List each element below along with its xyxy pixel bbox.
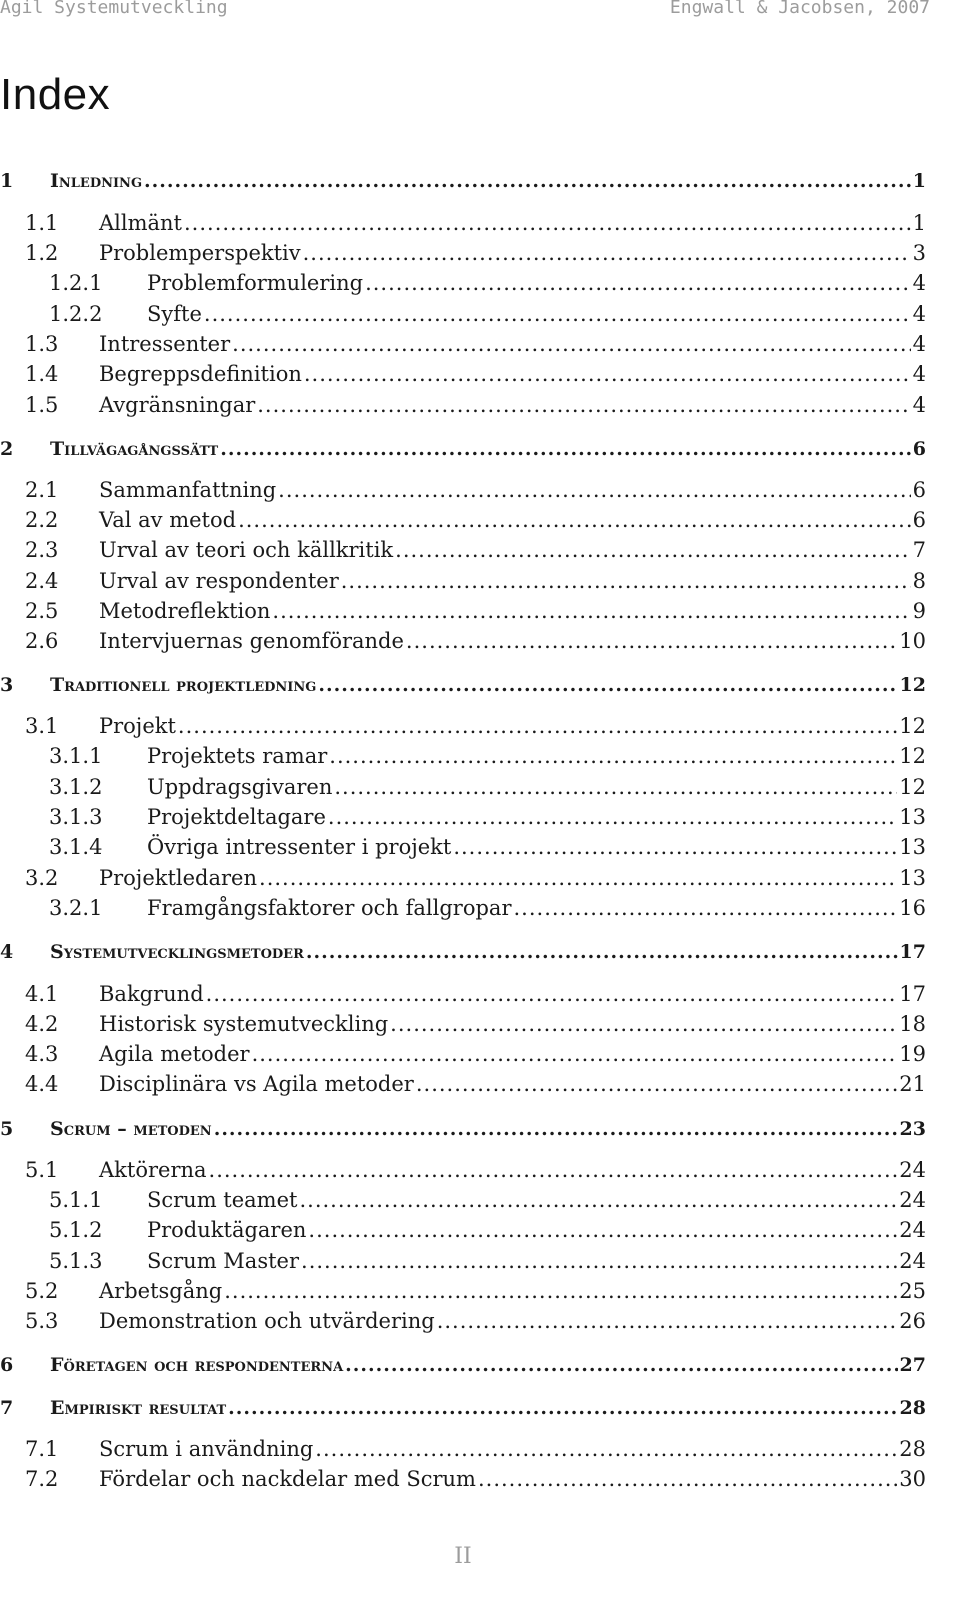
toc-entry-number: 3.1.1 [49,744,103,768]
toc-dot-leader [478,1467,897,1491]
toc-entry-title: Inledning [50,170,143,192]
toc-dot-leader [453,835,897,859]
toc-dot-leader [238,508,911,532]
toc-entry-page: 6 [912,478,926,502]
toc-entry-page: 24 [899,1158,926,1182]
toc-dot-leader [365,271,911,295]
toc-dot-leader [184,211,911,235]
toc-section-entry[interactable] [25,1431,926,1461]
toc-dot-leader [257,393,910,417]
toc-dot-leader [306,941,898,963]
toc-dot-leader [301,1249,897,1273]
toc-entry-title: Bakgrund [99,982,204,1006]
toc-entry-title: Sammanfattning [99,478,277,502]
toc-entry-title: Problemformulering [147,271,364,295]
toc-entry-page: 4 [912,362,926,386]
toc-entry-page: 25 [899,1279,926,1303]
toc-entry-title: Framgångsfaktorer och fallgropar [147,896,512,920]
toc-entry-title: Projektets ramar [147,744,328,768]
toc-entry-number: 4.2 [25,1012,59,1036]
toc-entry-number: 5.2 [25,1279,59,1303]
toc-dot-leader [308,1218,897,1242]
toc-entry-number: 2 [0,438,14,460]
toc-entry-title: Urval av teori och källkritik [99,538,394,562]
toc-entry-page: 12 [899,674,926,696]
toc-entry-page: 13 [899,805,926,829]
toc-entry-number: 4.4 [25,1072,59,1096]
toc-entry-number: 7.2 [25,1467,59,1491]
toc-section-entry[interactable] [25,976,926,1006]
toc-section-entry[interactable] [25,1303,926,1333]
toc-entry-page: 6 [912,508,926,532]
toc-entry-page: 23 [899,1118,926,1140]
toc-entry-page: 13 [899,866,926,890]
toc-dot-leader [341,569,911,593]
toc-entry-number: 2.6 [25,629,59,653]
toc-entry-number: 3.1 [25,714,59,738]
toc-section-entry[interactable] [25,326,926,356]
toc-dot-leader [278,478,910,502]
toc-dot-leader [228,1397,897,1419]
toc-section-entry[interactable] [25,593,926,623]
toc-entry-number: 1 [0,170,14,192]
toc-entry-number: 2.2 [25,508,59,532]
toc-dot-leader [220,438,911,460]
toc-entry-page: 10 [899,629,926,653]
toc-entry-page: 24 [899,1249,926,1273]
toc-entry-title: Traditionell projektledning [50,674,317,696]
toc-dot-leader [329,744,897,768]
toc-dot-leader [345,1354,897,1376]
toc-entry-title: Projektdeltagare [147,805,326,829]
toc-dot-leader [224,1279,897,1303]
toc-dot-leader [252,1042,898,1066]
toc-entry-title: Projekt [99,714,176,738]
toc-entry-number: 2.5 [25,599,59,623]
toc-subsection-entry[interactable] [49,799,926,829]
toc-entry-page: 4 [912,271,926,295]
toc-entry-number: 4.3 [25,1042,59,1066]
toc-entry-number: 7 [0,1397,14,1419]
toc-entry-page: 26 [899,1309,926,1333]
toc-entry-number: 1.2.1 [49,271,103,295]
toc-entry-number: 3.1.3 [49,805,103,829]
toc-dot-leader [390,1012,897,1036]
toc-entry-title: Produktägaren [147,1218,307,1242]
toc-entry-page: 21 [899,1072,926,1096]
toc-section-entry[interactable] [25,235,926,265]
toc-entry-number: 6 [0,1354,14,1376]
toc-entry-number: 5.1.2 [49,1218,103,1242]
toc-chapter-entry[interactable] [0,1110,926,1140]
toc-dot-leader [259,866,897,890]
toc-entry-title: Uppdragsgivaren [147,775,333,799]
toc-entry-page: 28 [899,1397,926,1419]
toc-section-entry[interactable] [25,532,926,562]
toc-entry-title: Tillvägagångssätt [50,438,219,460]
toc-entry-title: Avgränsningar [99,393,256,417]
toc-entry-page: 4 [912,393,926,417]
toc-dot-leader [304,362,911,386]
toc-entry-title: Problemperspektiv [99,241,301,265]
toc-dot-leader [315,1437,897,1461]
toc-entry-page: 1 [912,170,926,192]
toc-entry-page: 13 [899,835,926,859]
toc-entry-title: Företagen och respondenterna [50,1354,344,1376]
toc-subsection-entry[interactable] [49,296,926,326]
toc-entry-number: 5.3 [25,1309,59,1333]
toc-chapter-entry[interactable] [0,1389,926,1419]
toc-entry-number: 3.2 [25,866,59,890]
toc-dot-leader [214,1118,898,1140]
toc-section-entry[interactable] [25,1273,926,1303]
toc-dot-leader [514,896,898,920]
toc-entry-page: 3 [912,241,926,265]
toc-dot-leader [303,241,911,265]
toc-entry-title: Val av metod [99,508,237,532]
toc-dot-leader [416,1072,897,1096]
toc-section-entry[interactable] [25,502,926,532]
toc-entry-title: Metodreflektion [99,599,271,623]
toc-chapter-entry[interactable] [0,430,926,460]
toc-section-entry[interactable] [25,472,926,502]
toc-entry-title: Demonstration och utvärdering [99,1309,435,1333]
toc-subsection-entry[interactable] [49,890,926,920]
toc-entry-number: 1.1 [25,211,59,235]
toc-entry-title: Projektledaren [99,866,258,890]
toc-entry-title: Allmänt [99,211,182,235]
toc-section-entry[interactable] [25,356,926,386]
toc-entry-title: Agila metoder [99,1042,250,1066]
toc-chapter-entry[interactable] [0,162,926,192]
toc-entry-number: 5.1.1 [49,1188,103,1212]
toc-section-entry[interactable] [25,1066,926,1096]
toc-entry-page: 8 [912,569,926,593]
toc-entry-page: 24 [899,1188,926,1212]
toc-entry-title: Övriga intressenter i projekt [147,835,452,859]
toc-entry-title: Urval av respondenter [99,569,339,593]
toc-entry-title: Aktörerna [99,1158,207,1182]
toc-entry-number: 3.1.4 [49,835,103,859]
toc-entry-number: 5.1 [25,1158,59,1182]
toc-entry-page: 12 [899,775,926,799]
toc-section-entry[interactable] [25,708,926,738]
toc-dot-leader [318,674,897,696]
toc-dot-leader [437,1309,898,1333]
toc-entry-page: 18 [899,1012,926,1036]
toc-entry-title: Begreppsdefinition [99,362,302,386]
page-title: Index [0,70,111,119]
toc-entry-page: 28 [899,1437,926,1461]
toc-entry-title: Systemutvecklingsmetoder [50,941,304,963]
toc-entry-page: 4 [912,302,926,326]
toc-subsection-entry[interactable] [49,829,926,859]
toc-dot-leader [395,538,910,562]
toc-entry-page: 27 [899,1354,926,1376]
toc-dot-leader [204,302,911,326]
toc-dot-leader [406,629,897,653]
toc-entry-page: 17 [899,941,926,963]
toc-dot-leader [206,982,898,1006]
toc-entry-number: 3 [0,674,14,696]
toc-dot-leader [209,1158,898,1182]
toc-section-entry[interactable] [25,623,926,653]
toc-entry-number: 2.3 [25,538,59,562]
toc-entry-number: 4.1 [25,982,59,1006]
toc-entry-number: 1.2.2 [49,302,103,326]
toc-entry-page: 30 [899,1467,926,1491]
toc-dot-leader [334,775,897,799]
toc-entry-number: 1.3 [25,332,59,356]
toc-entry-page: 12 [899,714,926,738]
toc-entry-title: Scrum – metoden [50,1118,212,1140]
toc-entry-number: 3.2.1 [49,896,103,920]
toc-section-entry[interactable] [25,1461,926,1491]
toc-entry-number: 1.4 [25,362,59,386]
toc-subsection-entry[interactable] [49,769,926,799]
running-header-right: Engwall & Jacobsen, 2007 [669,0,930,18]
toc-section-entry[interactable] [25,860,926,890]
toc-entry-title: Scrum i användning [99,1437,314,1461]
toc-subsection-entry[interactable] [49,1182,926,1212]
toc-entry-title: Empiriskt resultat [50,1397,227,1419]
toc-entry-page: 16 [899,896,926,920]
toc-entry-title: Scrum teamet [147,1188,298,1212]
toc-subsection-entry[interactable] [49,1243,926,1273]
toc-entry-number: 5 [0,1118,14,1140]
page-number: II [454,1544,472,1569]
toc-entry-number: 5.1.3 [49,1249,103,1273]
toc-chapter-entry[interactable] [0,1346,926,1376]
toc-entry-page: 1 [912,211,926,235]
toc-entry-number: 2.4 [25,569,59,593]
toc-entry-number: 1.2 [25,241,59,265]
toc-entry-page: 6 [912,438,926,460]
toc-dot-leader [232,332,910,356]
toc-entry-number: 3.1.2 [49,775,103,799]
toc-section-entry[interactable] [25,205,926,235]
toc-entry-page: 19 [899,1042,926,1066]
toc-entry-page: 7 [912,538,926,562]
toc-dot-leader [144,170,911,192]
toc-entry-page: 9 [912,599,926,623]
toc-section-entry[interactable] [25,563,926,593]
toc-entry-number: 2.1 [25,478,59,502]
toc-entry-number: 1.5 [25,393,59,417]
running-header-left: Agil Systemutveckling [0,0,228,18]
toc-section-entry[interactable] [25,1152,926,1182]
toc-entry-title: Syfte [147,302,202,326]
toc-entry-number: 4 [0,941,14,963]
toc-entry-title: Disciplinära vs Agila metoder [99,1072,414,1096]
toc-dot-leader [178,714,897,738]
toc-entry-title: Scrum Master [147,1249,300,1273]
toc-entry-page: 4 [912,332,926,356]
toc-chapter-entry[interactable] [0,933,926,963]
toc-section-entry[interactable] [25,1006,926,1036]
toc-entry-title: Intervjuernas genomförande [99,629,404,653]
toc-entry-number: 7.1 [25,1437,59,1461]
toc-section-entry[interactable] [25,387,926,417]
toc-chapter-entry[interactable] [0,666,926,696]
toc-dot-leader [299,1188,897,1212]
toc-dot-leader [328,805,897,829]
toc-section-entry[interactable] [25,1036,926,1066]
toc-entry-title: Historisk systemutveckling [99,1012,389,1036]
toc-entry-page: 17 [899,982,926,1006]
toc-entry-title: Fördelar och nackdelar med Scrum [99,1467,476,1491]
toc-subsection-entry[interactable] [49,265,926,295]
toc-entry-page: 12 [899,744,926,768]
toc-subsection-entry[interactable] [49,738,926,768]
toc-entry-page: 24 [899,1218,926,1242]
toc-dot-leader [272,599,910,623]
toc-entry-title: Arbetsgång [99,1279,223,1303]
toc-entry-title: Intressenter [99,332,231,356]
toc-subsection-entry[interactable] [49,1212,926,1242]
